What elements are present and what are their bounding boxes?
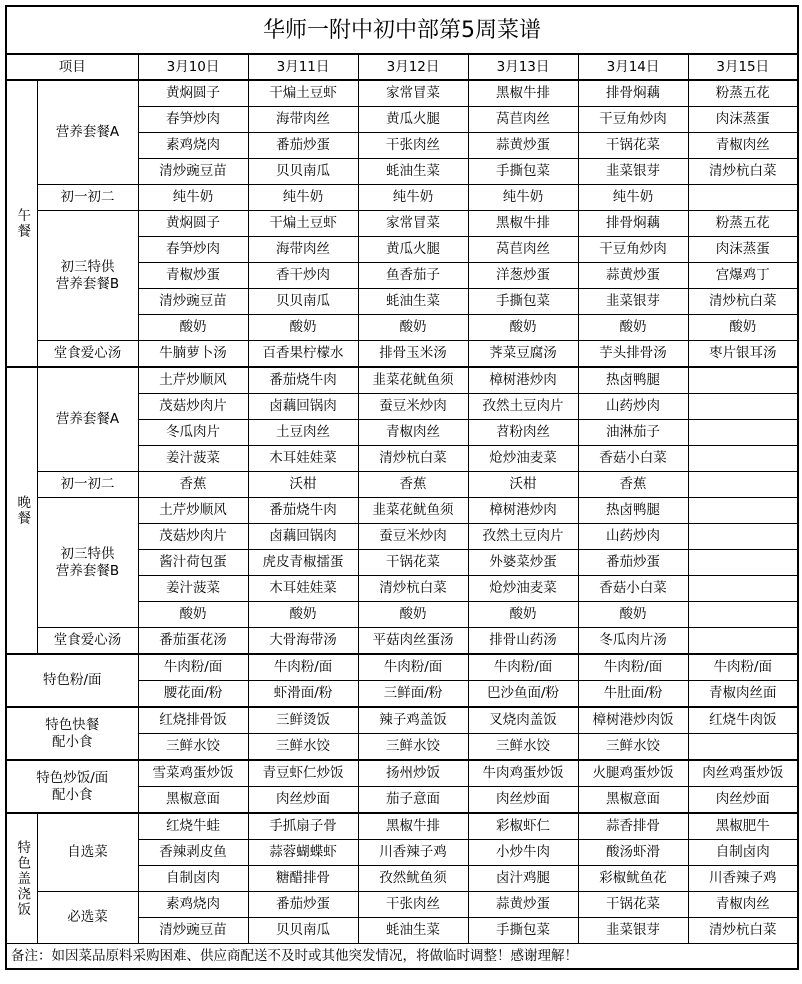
dish-cell: 清炒杭白菜	[358, 446, 468, 472]
dish-cell: 牛肚面/粉	[578, 681, 688, 708]
dish-cell: 干锅花菜	[578, 892, 688, 918]
dish-cell: 番茄炒蛋	[248, 133, 358, 159]
dish-cell: 排骨焖藕	[578, 211, 688, 237]
dish-cell	[688, 628, 798, 655]
dish-cell: 牛肉鸡蛋炒饭	[468, 760, 578, 787]
dish-cell: 姜汁菠菜	[138, 576, 248, 602]
rice-bowl-label: 特色盖浇饭	[6, 813, 37, 944]
dish-cell: 卤汁鸡腿	[468, 866, 578, 892]
dish-cell: 番茄烧牛肉	[248, 498, 358, 524]
table-row	[6, 498, 798, 524]
dish-cell: 清炒杭白菜	[688, 159, 798, 185]
dish-cell: 香菇小白菜	[578, 446, 688, 472]
page-title: 华师一附中初中部第5周菜谱	[6, 6, 798, 54]
dish-cell: 木耳娃娃菜	[248, 576, 358, 602]
dish-cell: 番茄炒蛋	[578, 550, 688, 576]
dish-cell: 香蕉	[138, 472, 248, 498]
dish-cell: 家常冒菜	[358, 80, 468, 107]
fast-meal-label-line2: 配小食	[52, 733, 93, 750]
dish-cell: 彩椒鱿鱼花	[578, 866, 688, 892]
dish-cell: 山药炒肉	[578, 394, 688, 420]
dish-cell: 虾滑面/粉	[248, 681, 358, 708]
dish-cell: 酸奶	[578, 602, 688, 628]
dish-cell: 香菇小白菜	[578, 576, 688, 602]
dish-cell: 手抓扇子骨	[248, 813, 358, 840]
dish-cell: 干张肉丝	[358, 133, 468, 159]
dish-cell: 酱汁荷包蛋	[138, 550, 248, 576]
dish-cell: 芋头排骨汤	[578, 341, 688, 368]
dish-cell: 火腿鸡蛋炒饭	[578, 760, 688, 787]
dish-cell: 三鲜水饺	[138, 734, 248, 761]
dish-cell: 酸奶	[248, 315, 358, 341]
dish-cell: 黄瓜火腿	[358, 107, 468, 133]
dish-cell: 牛肉粉/面	[578, 654, 688, 681]
dish-cell: 纯牛奶	[248, 185, 358, 211]
header-date: 3月14日	[578, 54, 688, 80]
dish-cell: 牛肉粉/面	[138, 654, 248, 681]
dinner-label: 晚餐	[6, 367, 37, 654]
dish-cell	[688, 420, 798, 446]
dish-cell: 鱼香茄子	[358, 263, 468, 289]
table-row	[6, 892, 798, 918]
table-row	[6, 211, 798, 237]
header-item: 项目	[6, 54, 138, 80]
dish-cell: 樟树港炒肉	[468, 498, 578, 524]
noodles-label: 特色粉/面	[6, 654, 138, 707]
dish-cell: 莴苣肉丝	[468, 107, 578, 133]
dish-cell: 干豆角炒肉	[578, 107, 688, 133]
dish-cell: 蒜黄炒蛋	[578, 263, 688, 289]
dish-cell: 肉丝炒面	[688, 787, 798, 814]
dish-cell: 肉沫蒸蛋	[688, 237, 798, 263]
dish-cell: 纯牛奶	[358, 185, 468, 211]
dish-cell: 酸奶	[688, 315, 798, 341]
table-row	[6, 760, 798, 787]
dish-cell: 清炒豌豆苗	[138, 159, 248, 185]
dish-cell: 香蕉	[578, 472, 688, 498]
dish-cell: 苕粉肉丝	[468, 420, 578, 446]
dish-cell: 排骨山药汤	[468, 628, 578, 655]
dish-cell: 蒜黄炒蛋	[468, 133, 578, 159]
table-row	[6, 185, 798, 211]
dish-cell: 纯牛奶	[138, 185, 248, 211]
dish-cell: 肉丝炒面	[468, 787, 578, 814]
dish-cell: 清炒杭白菜	[688, 918, 798, 944]
fast-meal-label-line1: 特色快餐	[45, 716, 100, 733]
table-row	[6, 341, 798, 368]
dish-cell: 樟树港炒肉饭	[578, 707, 688, 734]
dish-cell: 番茄炒蛋	[248, 892, 358, 918]
dish-cell: 孜然鱿鱼须	[358, 866, 468, 892]
dish-cell: 蒜香排骨	[578, 813, 688, 840]
dish-cell: 自制卤肉	[688, 840, 798, 866]
dish-cell: 蒜蓉蝴蝶虾	[248, 840, 358, 866]
dish-cell: 家常冒菜	[358, 211, 468, 237]
dish-cell: 黑椒肥牛	[688, 813, 798, 840]
dish-cell: 辣子鸡盖饭	[358, 707, 468, 734]
dish-cell: 木耳娃娃菜	[248, 446, 358, 472]
fried-rice-label	[6, 760, 138, 813]
dish-cell: 茂菇炒肉片	[138, 394, 248, 420]
lunch-label: 午餐	[6, 80, 37, 367]
dish-cell: 姜汁菠菜	[138, 446, 248, 472]
dish-cell: 清炒豌豆苗	[138, 918, 248, 944]
dish-cell: 粉蒸五花	[688, 80, 798, 107]
footer-note: 备注：如因菜品原料采购困难、供应商配送不及时或其他突发情况，将做临时调整！感谢理解！	[6, 944, 798, 970]
dish-cell: 枣片银耳汤	[688, 341, 798, 368]
dish-cell	[688, 472, 798, 498]
lunch-package-a-label: 营养套餐A	[37, 80, 138, 185]
header-date: 3月12日	[358, 54, 468, 80]
dish-cell: 蚝油生菜	[358, 918, 468, 944]
dish-cell: 清炒豌豆苗	[138, 289, 248, 315]
dish-cell: 手撕包菜	[468, 289, 578, 315]
lunch-soup-label: 堂食爱心汤	[37, 341, 138, 368]
dish-cell: 清炒杭白菜	[358, 576, 468, 602]
dish-cell: 韭菜银芽	[578, 918, 688, 944]
dish-cell: 热卤鸭腿	[578, 498, 688, 524]
dish-cell: 韭菜花鱿鱼须	[358, 498, 468, 524]
dish-cell	[688, 524, 798, 550]
dish-cell: 纯牛奶	[468, 185, 578, 211]
fast-meal-label	[6, 707, 138, 760]
dish-cell: 油淋茄子	[578, 420, 688, 446]
dish-cell: 沃柑	[248, 472, 358, 498]
dish-cell: 莴苣肉丝	[468, 237, 578, 263]
dish-cell: 纯牛奶	[578, 185, 688, 211]
dish-cell: 牛肉粉/面	[358, 654, 468, 681]
dish-cell: 牛肉粉/面	[688, 654, 798, 681]
dish-cell: 荠菜豆腐汤	[468, 341, 578, 368]
dish-cell: 彩椒虾仁	[468, 813, 578, 840]
table-row	[6, 54, 798, 80]
dish-cell: 热卤鸭腿	[578, 367, 688, 394]
dish-cell: 黑椒牛排	[358, 813, 468, 840]
dish-cell: 百香果柠檬水	[248, 341, 358, 368]
dish-cell: 虎皮青椒擂蛋	[248, 550, 358, 576]
dish-cell: 酸奶	[468, 315, 578, 341]
dish-cell: 肉丝炒面	[248, 787, 358, 814]
dish-cell: 黄焖圆子	[138, 80, 248, 107]
table-row	[6, 367, 798, 394]
dish-cell: 干煸土豆虾	[248, 211, 358, 237]
dish-cell: 宫爆鸡丁	[688, 263, 798, 289]
dish-cell: 肉沫蒸蛋	[688, 107, 798, 133]
dinner-package-a-label: 营养套餐A	[37, 367, 138, 472]
dish-cell: 山药炒肉	[578, 524, 688, 550]
dish-cell: 手撕包菜	[468, 918, 578, 944]
dish-cell: 清炒杭白菜	[688, 289, 798, 315]
dish-cell: 酸奶	[358, 602, 468, 628]
dish-cell: 排骨玉米汤	[358, 341, 468, 368]
dish-cell: 酸奶	[248, 602, 358, 628]
dish-cell	[688, 498, 798, 524]
dish-cell: 酸奶	[358, 315, 468, 341]
dish-cell: 孜然土豆肉片	[468, 524, 578, 550]
dish-cell: 韭菜银芽	[578, 159, 688, 185]
dish-cell	[688, 602, 798, 628]
dish-cell: 酸奶	[138, 602, 248, 628]
dish-cell: 青椒肉丝	[688, 892, 798, 918]
dish-cell: 蚝油生菜	[358, 159, 468, 185]
dish-cell: 青椒肉丝面	[688, 681, 798, 708]
dish-cell: 蚝油生菜	[358, 289, 468, 315]
fried-rice-label-line1: 特色炒饭/面	[36, 769, 109, 786]
dish-cell: 孜然土豆肉片	[468, 394, 578, 420]
lunch-package-b-label-line2: 营养套餐B	[55, 275, 120, 292]
dish-cell: 海带肉丝	[248, 237, 358, 263]
dish-cell: 贝贝南瓜	[248, 159, 358, 185]
dish-cell: 小炒牛肉	[468, 840, 578, 866]
dish-cell: 三鲜烫饭	[248, 707, 358, 734]
dish-cell: 黑椒牛排	[468, 211, 578, 237]
dish-cell: 香蕉	[358, 472, 468, 498]
lunch-package-b-label	[37, 211, 138, 341]
dish-cell: 洋葱炒蛋	[468, 263, 578, 289]
dish-cell: 青椒肉丝	[358, 420, 468, 446]
dish-cell: 茄子意面	[358, 787, 468, 814]
dish-cell: 沃柑	[468, 472, 578, 498]
dinner-grade12-label: 初一初二	[37, 472, 138, 498]
dish-cell: 牛肉粉/面	[248, 654, 358, 681]
dish-cell: 酸奶	[138, 315, 248, 341]
dish-cell: 蒜黄炒蛋	[468, 892, 578, 918]
dish-cell: 黄瓜火腿	[358, 237, 468, 263]
table-row	[6, 80, 798, 107]
dish-cell: 春笋炒肉	[138, 107, 248, 133]
dish-cell: 干张肉丝	[358, 892, 468, 918]
dish-cell: 黑椒意面	[578, 787, 688, 814]
dish-cell: 川香辣子鸡	[358, 840, 468, 866]
dish-cell: 三鲜水饺	[358, 734, 468, 761]
dinner-package-b-label	[37, 498, 138, 628]
header-date: 3月10日	[138, 54, 248, 80]
dish-cell: 黑椒牛排	[468, 80, 578, 107]
dish-cell: 红烧牛肉饭	[688, 707, 798, 734]
dish-cell	[688, 550, 798, 576]
dish-cell: 素鸡烧肉	[138, 892, 248, 918]
dish-cell: 黄焖圆子	[138, 211, 248, 237]
dish-cell: 贝贝南瓜	[248, 289, 358, 315]
dish-cell: 青豆虾仁炒饭	[248, 760, 358, 787]
dish-cell: 土芹炒顺风	[138, 498, 248, 524]
dish-cell: 红烧牛蛙	[138, 813, 248, 840]
dish-cell: 酸奶	[578, 315, 688, 341]
dish-cell: 韭菜银芽	[578, 289, 688, 315]
dish-cell: 红烧排骨饭	[138, 707, 248, 734]
dinner-package-b-label-line2: 营养套餐B	[55, 562, 120, 579]
dish-cell: 卤藕回锅肉	[248, 394, 358, 420]
dish-cell: 手撕包菜	[468, 159, 578, 185]
dish-cell	[688, 185, 798, 211]
dish-cell: 贝贝南瓜	[248, 918, 358, 944]
dish-cell: 牛肉粉/面	[468, 654, 578, 681]
dish-cell: 炝炒油麦菜	[468, 446, 578, 472]
dish-cell: 雪菜鸡蛋炒饭	[138, 760, 248, 787]
dish-cell: 干锅花菜	[358, 550, 468, 576]
dish-cell: 韭菜花鱿鱼须	[358, 367, 468, 394]
table-row	[6, 707, 798, 734]
dish-cell: 粉蒸五花	[688, 211, 798, 237]
dinner-package-b-label-line1: 初三特供	[60, 545, 115, 562]
dish-cell: 干豆角炒肉	[578, 237, 688, 263]
dish-cell: 土芹炒顺风	[138, 367, 248, 394]
dish-cell: 大骨海带汤	[248, 628, 358, 655]
dish-cell: 糖醋排骨	[248, 866, 358, 892]
table-row	[6, 6, 798, 54]
rice-bowl-optional-label: 自选菜	[37, 813, 138, 892]
dish-cell: 川香辣子鸡	[688, 866, 798, 892]
dish-cell: 茂菇炒肉片	[138, 524, 248, 550]
dish-cell: 外婆菜炒蛋	[468, 550, 578, 576]
dish-cell: 三鲜面/粉	[358, 681, 468, 708]
dish-cell: 平菇肉丝蛋汤	[358, 628, 468, 655]
dish-cell	[688, 734, 798, 761]
lunch-grade12-label: 初一初二	[37, 185, 138, 211]
header-date: 3月15日	[688, 54, 798, 80]
dish-cell: 酸汤虾滑	[578, 840, 688, 866]
dish-cell: 蚕豆米炒肉	[358, 524, 468, 550]
dish-cell: 扬州炒饭	[358, 760, 468, 787]
table-row	[6, 944, 798, 970]
dish-cell: 海带肉丝	[248, 107, 358, 133]
dish-cell: 番茄烧牛肉	[248, 367, 358, 394]
table-row	[6, 472, 798, 498]
dish-cell: 三鲜水饺	[578, 734, 688, 761]
dish-cell: 牛腩萝卜汤	[138, 341, 248, 368]
dish-cell: 冬瓜肉片汤	[578, 628, 688, 655]
dish-cell: 三鲜水饺	[468, 734, 578, 761]
dish-cell: 排骨焖藕	[578, 80, 688, 107]
dish-cell: 卤藕回锅肉	[248, 524, 358, 550]
dish-cell: 黑椒意面	[138, 787, 248, 814]
header-date: 3月11日	[248, 54, 358, 80]
dish-cell: 香辣剥皮鱼	[138, 840, 248, 866]
dish-cell: 樟树港炒肉	[468, 367, 578, 394]
dish-cell: 炝炒油麦菜	[468, 576, 578, 602]
dinner-soup-label: 堂食爱心汤	[37, 628, 138, 655]
header-date: 3月13日	[468, 54, 578, 80]
dish-cell: 叉烧肉盖饭	[468, 707, 578, 734]
dish-cell: 腰花面/粉	[138, 681, 248, 708]
dish-cell: 干煸土豆虾	[248, 80, 358, 107]
dish-cell: 春笋炒肉	[138, 237, 248, 263]
table-row	[6, 813, 798, 840]
lunch-package-b-label-line1: 初三特供	[60, 258, 115, 275]
dish-cell	[688, 367, 798, 394]
dish-cell: 土豆肉丝	[248, 420, 358, 446]
dish-cell: 青椒炒蛋	[138, 263, 248, 289]
dish-cell: 香干炒肉	[248, 263, 358, 289]
dish-cell: 番茄蛋花汤	[138, 628, 248, 655]
menu-table	[5, 5, 799, 970]
dish-cell: 蚕豆米炒肉	[358, 394, 468, 420]
dish-cell: 素鸡烧肉	[138, 133, 248, 159]
dish-cell: 自制卤肉	[138, 866, 248, 892]
dish-cell	[688, 446, 798, 472]
dish-cell: 冬瓜肉片	[138, 420, 248, 446]
dish-cell	[688, 394, 798, 420]
table-row	[6, 628, 798, 655]
dish-cell: 青椒肉丝	[688, 133, 798, 159]
dish-cell: 肉丝鸡蛋炒饭	[688, 760, 798, 787]
dish-cell: 干锅花菜	[578, 133, 688, 159]
table-row	[6, 654, 798, 681]
fried-rice-label-line2: 配小食	[52, 786, 93, 803]
dish-cell	[688, 576, 798, 602]
dish-cell: 酸奶	[468, 602, 578, 628]
rice-bowl-required-label: 必选菜	[37, 892, 138, 944]
dish-cell: 三鲜水饺	[248, 734, 358, 761]
dish-cell: 巴沙鱼面/粉	[468, 681, 578, 708]
